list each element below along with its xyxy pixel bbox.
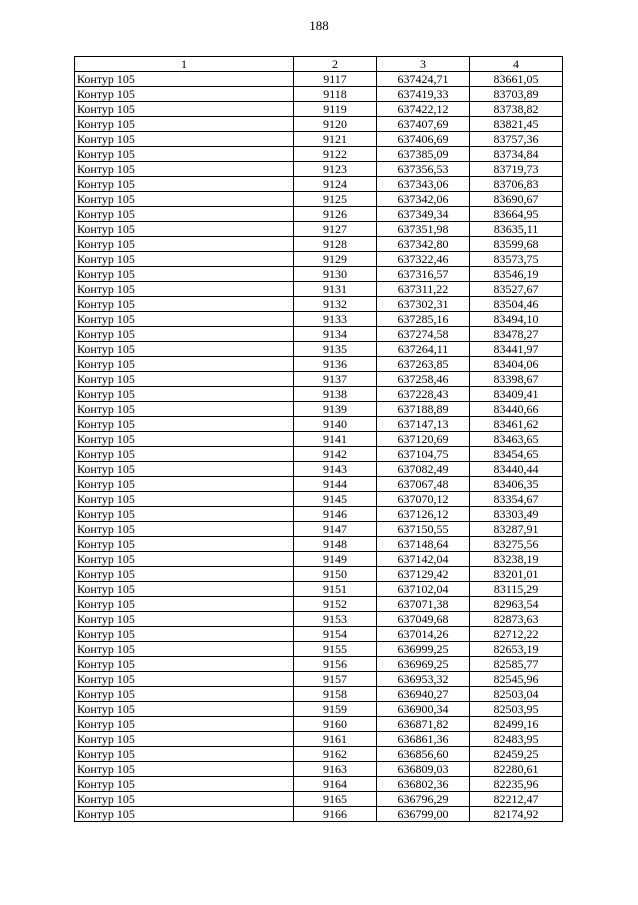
point-number-cell: 9138: [294, 387, 377, 402]
x-coordinate-cell: 637311,22: [377, 282, 470, 297]
point-number-cell: 9125: [294, 192, 377, 207]
y-coordinate-cell: 82483,95: [470, 732, 563, 747]
y-coordinate-cell: 83546,19: [470, 267, 563, 282]
contour-name-cell: Контур 105: [75, 417, 294, 432]
table-row: [75, 672, 563, 687]
x-coordinate-cell: 637102,04: [377, 582, 470, 597]
point-number-cell: 9147: [294, 522, 377, 537]
point-number-cell: 9160: [294, 717, 377, 732]
table-row: [75, 447, 563, 462]
contour-name-cell: Контур 105: [75, 132, 294, 147]
x-coordinate-cell: 637104,75: [377, 447, 470, 462]
contour-name-cell: Контур 105: [75, 327, 294, 342]
x-coordinate-cell: 637258,46: [377, 372, 470, 387]
point-number-cell: 9132: [294, 297, 377, 312]
contour-name-cell: Контур 105: [75, 552, 294, 567]
y-coordinate-cell: 83504,46: [470, 297, 563, 312]
y-coordinate-cell: 83406,35: [470, 477, 563, 492]
table-body: [75, 72, 563, 822]
table-row: [75, 762, 563, 777]
contour-name-cell: Контур 105: [75, 252, 294, 267]
point-number-cell: 9128: [294, 237, 377, 252]
y-coordinate-cell: 83821,45: [470, 117, 563, 132]
x-coordinate-cell: 637351,98: [377, 222, 470, 237]
point-number-cell: 9120: [294, 117, 377, 132]
y-coordinate-cell: 83527,67: [470, 282, 563, 297]
x-coordinate-cell: 637422,12: [377, 102, 470, 117]
page-number: 188: [309, 18, 329, 33]
table-row: [75, 777, 563, 792]
x-coordinate-cell: 637322,46: [377, 252, 470, 267]
table-row: [75, 657, 563, 672]
point-number-cell: 9127: [294, 222, 377, 237]
point-number-cell: 9141: [294, 432, 377, 447]
y-coordinate-cell: 83440,66: [470, 402, 563, 417]
table-row: [75, 267, 563, 282]
table-row: [75, 492, 563, 507]
contour-name-cell: Контур 105: [75, 747, 294, 762]
table-row: [75, 537, 563, 552]
x-coordinate-cell: 637349,34: [377, 207, 470, 222]
contour-name-cell: Контур 105: [75, 312, 294, 327]
x-coordinate-cell: 637385,09: [377, 147, 470, 162]
x-coordinate-cell: 637126,12: [377, 507, 470, 522]
table-row: [75, 282, 563, 297]
table-row: [75, 342, 563, 357]
x-coordinate-cell: 637419,33: [377, 87, 470, 102]
table-row: [75, 402, 563, 417]
x-coordinate-cell: 636969,25: [377, 657, 470, 672]
point-number-cell: 9118: [294, 87, 377, 102]
table-row: [75, 627, 563, 642]
x-coordinate-cell: 637342,80: [377, 237, 470, 252]
contour-name-cell: Контур 105: [75, 657, 294, 672]
y-coordinate-cell: 83238,19: [470, 552, 563, 567]
point-number-cell: 9117: [294, 72, 377, 87]
point-number-cell: 9162: [294, 747, 377, 762]
y-coordinate-cell: 82459,25: [470, 747, 563, 762]
y-coordinate-cell: 83463,65: [470, 432, 563, 447]
point-number-cell: 9156: [294, 657, 377, 672]
table-row: [75, 312, 563, 327]
contour-name-cell: Контур 105: [75, 792, 294, 807]
contour-name-cell: Контур 105: [75, 432, 294, 447]
table-row: [75, 687, 563, 702]
x-coordinate-cell: 636940,27: [377, 687, 470, 702]
x-coordinate-cell: 637406,69: [377, 132, 470, 147]
contour-name-cell: Контур 105: [75, 762, 294, 777]
point-number-cell: 9148: [294, 537, 377, 552]
point-number-cell: 9122: [294, 147, 377, 162]
header-cell-4: 4: [470, 57, 563, 72]
table-row: [75, 372, 563, 387]
table-row: [75, 162, 563, 177]
y-coordinate-cell: 83275,56: [470, 537, 563, 552]
x-coordinate-cell: 637071,38: [377, 597, 470, 612]
y-coordinate-cell: 83757,36: [470, 132, 563, 147]
contour-name-cell: Контур 105: [75, 282, 294, 297]
table-row: [75, 477, 563, 492]
x-coordinate-cell: 637120,69: [377, 432, 470, 447]
x-coordinate-cell: 637342,06: [377, 192, 470, 207]
x-coordinate-cell: 636796,29: [377, 792, 470, 807]
table-row: [75, 717, 563, 732]
contour-name-cell: Контур 105: [75, 687, 294, 702]
coordinates-table: [74, 56, 563, 822]
y-coordinate-cell: 83719,73: [470, 162, 563, 177]
y-coordinate-cell: 83690,67: [470, 192, 563, 207]
point-number-cell: 9140: [294, 417, 377, 432]
y-coordinate-cell: 82235,96: [470, 777, 563, 792]
contour-name-cell: Контур 105: [75, 777, 294, 792]
y-coordinate-cell: 83664,95: [470, 207, 563, 222]
contour-name-cell: Контур 105: [75, 702, 294, 717]
contour-name-cell: Контур 105: [75, 372, 294, 387]
y-coordinate-cell: 83661,05: [470, 72, 563, 87]
point-number-cell: 9144: [294, 477, 377, 492]
x-coordinate-cell: 636871,82: [377, 717, 470, 732]
contour-name-cell: Контур 105: [75, 357, 294, 372]
y-coordinate-cell: 83303,49: [470, 507, 563, 522]
contour-name-cell: Контур 105: [75, 492, 294, 507]
table-row: [75, 582, 563, 597]
point-number-cell: 9131: [294, 282, 377, 297]
table-row: [75, 732, 563, 747]
point-number-cell: 9143: [294, 462, 377, 477]
x-coordinate-cell: 637188,89: [377, 402, 470, 417]
x-coordinate-cell: 637274,58: [377, 327, 470, 342]
point-number-cell: 9154: [294, 627, 377, 642]
contour-name-cell: Контур 105: [75, 207, 294, 222]
x-coordinate-cell: 637147,13: [377, 417, 470, 432]
header-row: [75, 57, 563, 72]
point-number-cell: 9161: [294, 732, 377, 747]
point-number-cell: 9137: [294, 372, 377, 387]
table-row: [75, 147, 563, 162]
y-coordinate-cell: 83494,10: [470, 312, 563, 327]
point-number-cell: 9133: [294, 312, 377, 327]
x-coordinate-cell: 637067,48: [377, 477, 470, 492]
y-coordinate-cell: 83115,29: [470, 582, 563, 597]
contour-name-cell: Контур 105: [75, 477, 294, 492]
contour-name-cell: Контур 105: [75, 522, 294, 537]
x-coordinate-cell: 637014,26: [377, 627, 470, 642]
contour-name-cell: Контур 105: [75, 267, 294, 282]
y-coordinate-cell: 83478,27: [470, 327, 563, 342]
contour-name-cell: Контур 105: [75, 717, 294, 732]
y-coordinate-cell: 82585,77: [470, 657, 563, 672]
point-number-cell: 9135: [294, 342, 377, 357]
contour-name-cell: Контур 105: [75, 297, 294, 312]
table-row: [75, 192, 563, 207]
x-coordinate-cell: 637049,68: [377, 612, 470, 627]
contour-name-cell: Контур 105: [75, 612, 294, 627]
table-row: [75, 792, 563, 807]
contour-name-cell: Контур 105: [75, 582, 294, 597]
table-row: [75, 522, 563, 537]
y-coordinate-cell: 83404,06: [470, 357, 563, 372]
table-row: [75, 417, 563, 432]
table-row: [75, 612, 563, 627]
table-row: [75, 87, 563, 102]
contour-name-cell: Контур 105: [75, 807, 294, 822]
y-coordinate-cell: 83461,62: [470, 417, 563, 432]
point-number-cell: 9134: [294, 327, 377, 342]
x-coordinate-cell: 636802,36: [377, 777, 470, 792]
table-row: [75, 702, 563, 717]
x-coordinate-cell: 637148,64: [377, 537, 470, 552]
x-coordinate-cell: 637150,55: [377, 522, 470, 537]
table-row: [75, 807, 563, 822]
header-cell-1: 1: [75, 57, 294, 72]
contour-name-cell: Контур 105: [75, 567, 294, 582]
contour-name-cell: Контур 105: [75, 162, 294, 177]
table-row: [75, 237, 563, 252]
point-number-cell: 9129: [294, 252, 377, 267]
x-coordinate-cell: 637316,57: [377, 267, 470, 282]
x-coordinate-cell: 637302,31: [377, 297, 470, 312]
contour-name-cell: Контур 105: [75, 387, 294, 402]
y-coordinate-cell: 83703,89: [470, 87, 563, 102]
contour-name-cell: Контур 105: [75, 462, 294, 477]
y-coordinate-cell: 83599,68: [470, 237, 563, 252]
table-row: [75, 72, 563, 87]
point-number-cell: 9165: [294, 792, 377, 807]
contour-name-cell: Контур 105: [75, 732, 294, 747]
x-coordinate-cell: 637263,85: [377, 357, 470, 372]
point-number-cell: 9150: [294, 567, 377, 582]
y-coordinate-cell: 82212,47: [470, 792, 563, 807]
table-row: [75, 117, 563, 132]
y-coordinate-cell: 82712,22: [470, 627, 563, 642]
point-number-cell: 9164: [294, 777, 377, 792]
y-coordinate-cell: 82873,63: [470, 612, 563, 627]
x-coordinate-cell: 637082,49: [377, 462, 470, 477]
point-number-cell: 9146: [294, 507, 377, 522]
y-coordinate-cell: 83706,83: [470, 177, 563, 192]
x-coordinate-cell: 636799,00: [377, 807, 470, 822]
x-coordinate-cell: 637142,04: [377, 552, 470, 567]
contour-name-cell: Контур 105: [75, 402, 294, 417]
y-coordinate-cell: 82174,92: [470, 807, 563, 822]
table-row: [75, 552, 563, 567]
y-coordinate-cell: 82653,19: [470, 642, 563, 657]
contour-name-cell: Контур 105: [75, 72, 294, 87]
x-coordinate-cell: 637343,06: [377, 177, 470, 192]
y-coordinate-cell: 83201,01: [470, 567, 563, 582]
y-coordinate-cell: 83635,11: [470, 222, 563, 237]
point-number-cell: 9130: [294, 267, 377, 282]
contour-name-cell: Контур 105: [75, 102, 294, 117]
y-coordinate-cell: 83354,67: [470, 492, 563, 507]
table-row: [75, 597, 563, 612]
y-coordinate-cell: 82280,61: [470, 762, 563, 777]
table-row: [75, 207, 563, 222]
point-number-cell: 9124: [294, 177, 377, 192]
point-number-cell: 9149: [294, 552, 377, 567]
x-coordinate-cell: 636999,25: [377, 642, 470, 657]
x-coordinate-cell: 636953,32: [377, 672, 470, 687]
table-header: [75, 57, 563, 72]
table-row: [75, 507, 563, 522]
table-row: [75, 747, 563, 762]
header-cell-2: 2: [294, 57, 377, 72]
point-number-cell: 9123: [294, 162, 377, 177]
contour-name-cell: Контур 105: [75, 507, 294, 522]
y-coordinate-cell: 83738,82: [470, 102, 563, 117]
table-row: [75, 252, 563, 267]
x-coordinate-cell: 636900,34: [377, 702, 470, 717]
table-row: [75, 297, 563, 312]
contour-name-cell: Контур 105: [75, 342, 294, 357]
point-number-cell: 9139: [294, 402, 377, 417]
x-coordinate-cell: 637356,53: [377, 162, 470, 177]
y-coordinate-cell: 83287,91: [470, 522, 563, 537]
table-row: [75, 462, 563, 477]
y-coordinate-cell: 83734,84: [470, 147, 563, 162]
point-number-cell: 9126: [294, 207, 377, 222]
x-coordinate-cell: 637264,11: [377, 342, 470, 357]
header-cell-3: 3: [377, 57, 470, 72]
point-number-cell: 9163: [294, 762, 377, 777]
x-coordinate-cell: 637129,42: [377, 567, 470, 582]
point-number-cell: 9119: [294, 102, 377, 117]
contour-name-cell: Контур 105: [75, 537, 294, 552]
table-row: [75, 642, 563, 657]
y-coordinate-cell: 83409,41: [470, 387, 563, 402]
y-coordinate-cell: 83441,97: [470, 342, 563, 357]
table-row: [75, 357, 563, 372]
y-coordinate-cell: 82545,96: [470, 672, 563, 687]
y-coordinate-cell: 83454,65: [470, 447, 563, 462]
point-number-cell: 9121: [294, 132, 377, 147]
x-coordinate-cell: 637424,71: [377, 72, 470, 87]
point-number-cell: 9145: [294, 492, 377, 507]
point-number-cell: 9151: [294, 582, 377, 597]
point-number-cell: 9155: [294, 642, 377, 657]
contour-name-cell: Контур 105: [75, 147, 294, 162]
point-number-cell: 9158: [294, 687, 377, 702]
y-coordinate-cell: 82503,04: [470, 687, 563, 702]
table-row: [75, 177, 563, 192]
x-coordinate-cell: 637228,43: [377, 387, 470, 402]
y-coordinate-cell: 83440,44: [470, 462, 563, 477]
y-coordinate-cell: 82963,54: [470, 597, 563, 612]
contour-name-cell: Контур 105: [75, 87, 294, 102]
point-number-cell: 9159: [294, 702, 377, 717]
point-number-cell: 9157: [294, 672, 377, 687]
x-coordinate-cell: 636856,60: [377, 747, 470, 762]
contour-name-cell: Контур 105: [75, 117, 294, 132]
x-coordinate-cell: 637070,12: [377, 492, 470, 507]
y-coordinate-cell: 82499,16: [470, 717, 563, 732]
y-coordinate-cell: 82503,95: [470, 702, 563, 717]
table-row: [75, 102, 563, 117]
y-coordinate-cell: 83398,67: [470, 372, 563, 387]
table-row: [75, 387, 563, 402]
x-coordinate-cell: 637407,69: [377, 117, 470, 132]
contour-name-cell: Контур 105: [75, 597, 294, 612]
contour-name-cell: Контур 105: [75, 222, 294, 237]
contour-name-cell: Контур 105: [75, 642, 294, 657]
contour-name-cell: Контур 105: [75, 177, 294, 192]
table-row: [75, 567, 563, 582]
table-row: [75, 132, 563, 147]
point-number-cell: 9166: [294, 807, 377, 822]
table-row: [75, 327, 563, 342]
contour-name-cell: Контур 105: [75, 192, 294, 207]
point-number-cell: 9136: [294, 357, 377, 372]
point-number-cell: 9142: [294, 447, 377, 462]
x-coordinate-cell: 636809,03: [377, 762, 470, 777]
point-number-cell: 9152: [294, 597, 377, 612]
contour-name-cell: Контур 105: [75, 447, 294, 462]
contour-name-cell: Контур 105: [75, 627, 294, 642]
contour-name-cell: Контур 105: [75, 672, 294, 687]
point-number-cell: 9153: [294, 612, 377, 627]
table-row: [75, 432, 563, 447]
x-coordinate-cell: 636861,36: [377, 732, 470, 747]
y-coordinate-cell: 83573,75: [470, 252, 563, 267]
table-row: [75, 222, 563, 237]
x-coordinate-cell: 637285,16: [377, 312, 470, 327]
contour-name-cell: Контур 105: [75, 237, 294, 252]
